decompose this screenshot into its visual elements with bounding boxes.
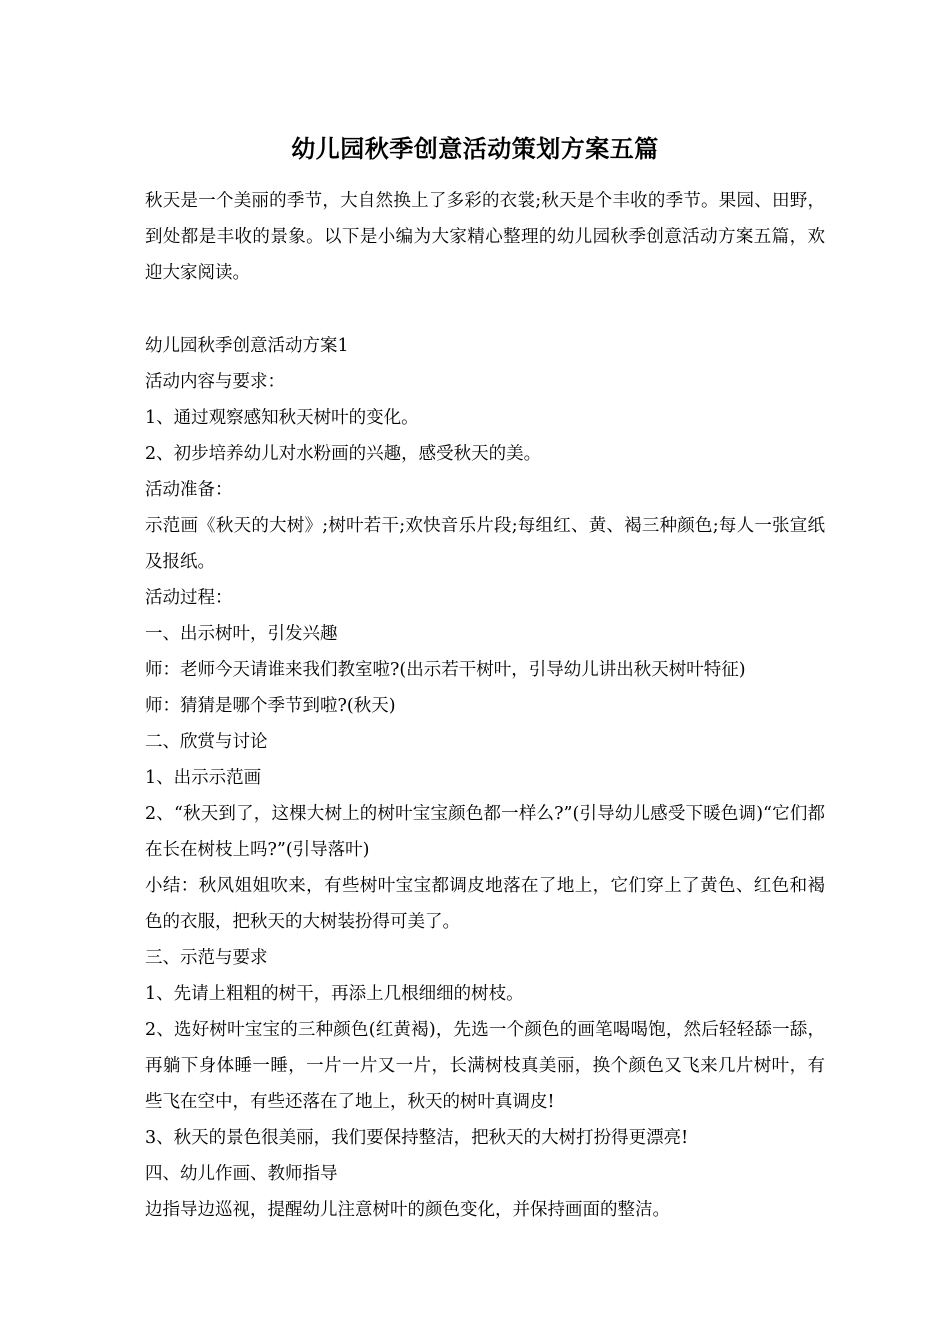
step-item: 2、“秋天到了，这棵大树上的树叶宝宝颜色都一样么?”(引导幼儿感受下暖色调)“它们都在长在树枝上吗?”(引导落叶)	[145, 804, 825, 860]
prep-heading: 活动准备：	[145, 480, 233, 500]
step-item: 2、选好树叶宝宝的三种颜色(红黄褐)，先选一个颜色的画笔喝喝饱，然后轻轻舔一舔，再躺下身体睡一睡，一片一片又一片，长满树枝真美丽，换个颜色又飞来几片树叶，有些飞在空中，有些还落在了地上，秋天的树叶真调皮!	[145, 1020, 825, 1112]
dialogue-line: 师：老师今天请谁来我们教室啦?(出示若干树叶，引导幼儿讲出秋天树叶特征)	[145, 660, 746, 680]
prep-paragraph: 示范画《秋天的大树》;树叶若干;欢快音乐片段;每组红、黄、褐三种颜色;每人一张宣纸及报纸。	[145, 516, 825, 572]
summary-paragraph: 小结：秋风姐姐吹来，有些树叶宝宝都调皮地落在了地上，它们穿上了黄色、红色和褐色的衣服，把秋天的大树装扮得可美了。	[145, 876, 825, 932]
step-paragraph: 边指导边巡视，提醒幼儿注意树叶的颜色变化，并保持画面的整洁。	[145, 1200, 670, 1220]
step-item: 1、先请上粗粗的树干，再添上几根细细的树枝。	[145, 984, 524, 1004]
step-heading: 四、幼儿作画、教师指导	[145, 1164, 338, 1184]
document-content	[145, 328, 825, 1228]
document-title: 幼儿园秋季创意活动策划方案五篇	[291, 134, 659, 163]
step-heading: 二、欣赏与讨论	[145, 732, 268, 752]
step-item: 3、秋天的景色很美丽，我们要保持整洁，把秋天的大树打扮得更漂亮!	[145, 1128, 689, 1148]
step-item: 1、出示示范画	[145, 768, 262, 788]
step-heading: 一、出示树叶，引发兴趣	[145, 624, 338, 644]
content-heading: 活动内容与要求：	[145, 372, 285, 392]
process-heading: 活动过程：	[145, 588, 233, 608]
goal-item: 1、通过观察感知秋天树叶的变化。	[145, 408, 419, 428]
step-heading: 三、示范与要求	[145, 948, 268, 968]
goal-item: 2、初步培养幼儿对水粉画的兴趣，感受秋天的美。	[145, 444, 542, 464]
dialogue-line: 师：猜猜是哪个季节到啦?(秋天)	[145, 696, 396, 716]
intro-paragraph: 秋天是一个美丽的季节，大自然换上了多彩的衣裳;秋天是个丰收的季节。果园、田野，到处都是丰收的景象。以下是小编为大家精心整理的幼儿园秋季创意活动方案五篇，欢迎大家阅读。	[145, 191, 825, 283]
section-title: 幼儿园秋季创意活动方案1	[145, 336, 349, 356]
